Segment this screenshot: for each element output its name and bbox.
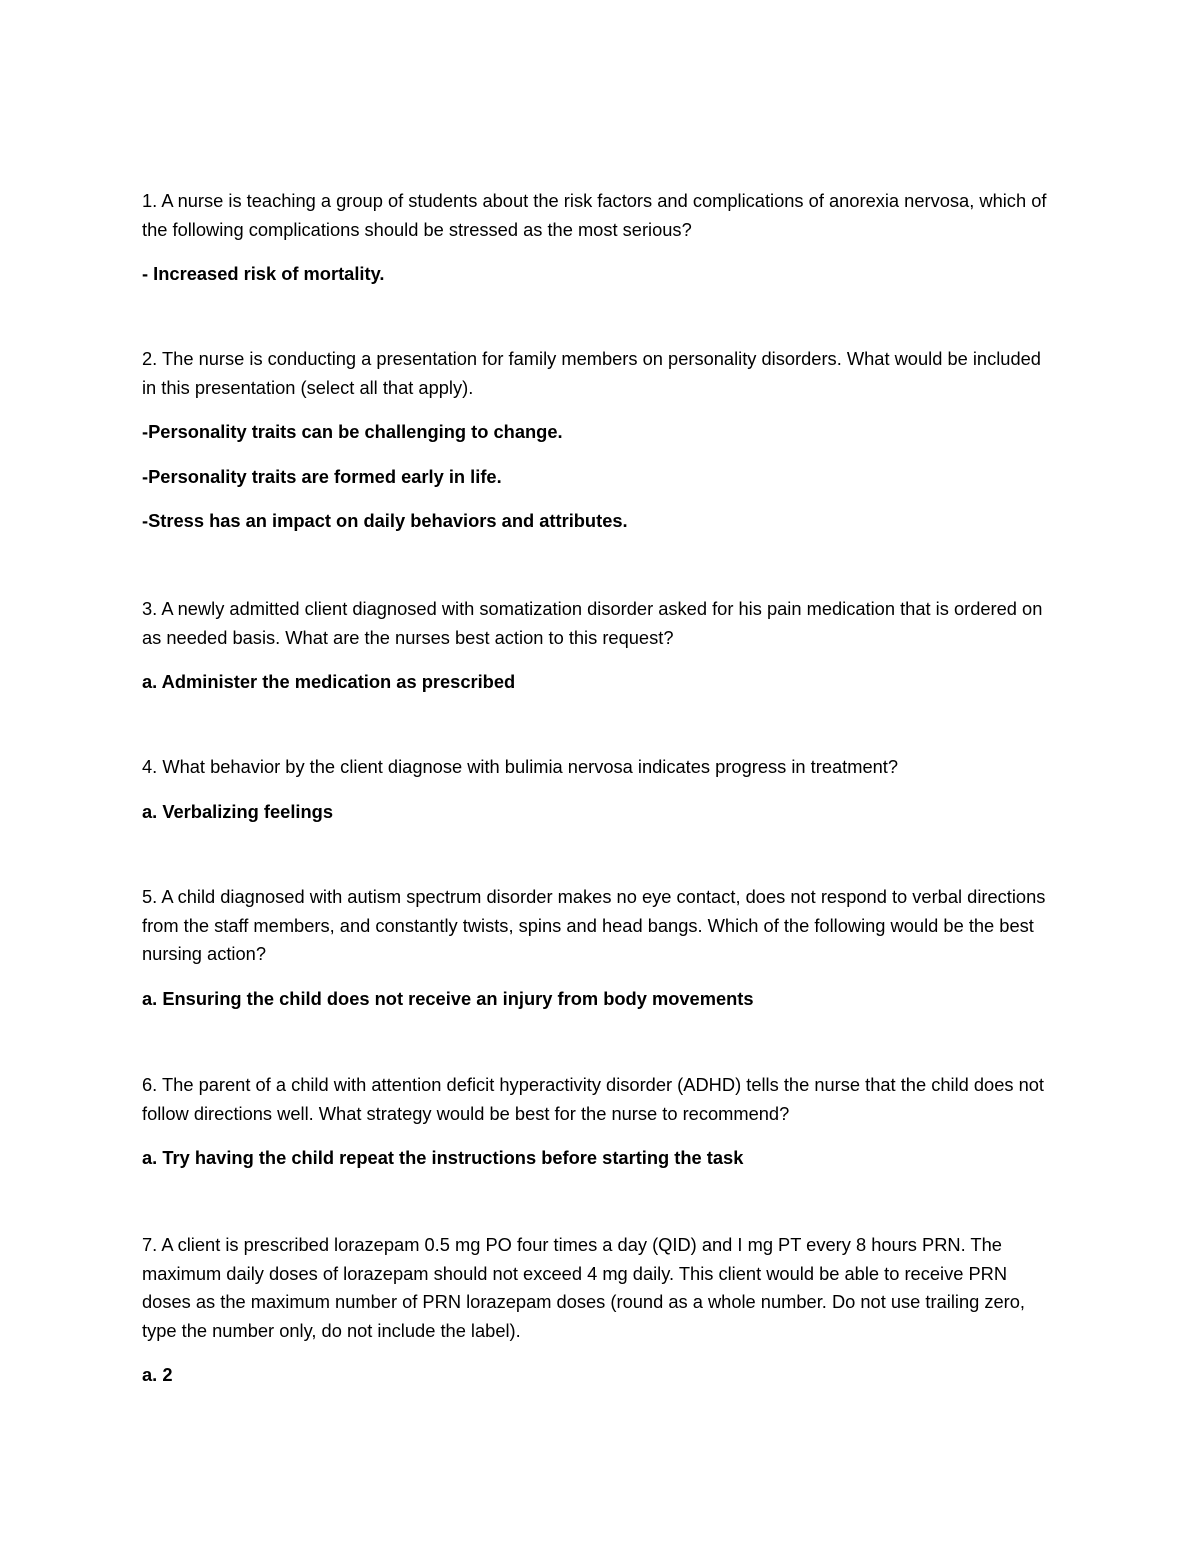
question-number: 1.	[142, 190, 158, 211]
question-number: 5.	[142, 886, 158, 907]
question-body: The parent of a child with attention deficit hyperactivity disorder (ADHD) tells the nurse that the child does not follow directions well. What strategy would be best for the nurse to recommend?	[142, 1074, 1045, 1124]
question-text	[142, 1071, 1057, 1128]
answer-text: a. Try having the child repeat the instructions before starting the task	[142, 1147, 744, 1168]
question-body: A nurse is teaching a group of students about the risk factors and complications of anorexia nervosa, which of the following complications should be stressed as the most serious?	[142, 190, 1047, 240]
question-block-6	[142, 1071, 1057, 1203]
question-number: 2.	[142, 348, 158, 369]
answer-text: -Stress has an impact on daily behaviors and attributes.	[142, 510, 628, 531]
answer-text: -Personality traits can be challenging to change.	[142, 421, 563, 442]
answer-text: a. Verbalizing feelings	[142, 800, 333, 822]
question-number: 4.	[142, 756, 158, 777]
question-number: 7.	[142, 1234, 158, 1255]
question-body: The nurse is conducting a presentation for family members on personality disorders. What would be included in this presentation (select all that apply).	[142, 348, 1041, 398]
answer-text: - Increased risk of mortality.	[142, 263, 385, 284]
answer-text: a. Ensuring the child does not receive an injury from body movements	[142, 987, 754, 1009]
question-text	[142, 1231, 1057, 1345]
question-body: A newly admitted client diagnosed with somatization disorder asked for his pain medication that is ordered on as needed basis. What are the nurses best action to this request?	[142, 598, 1043, 648]
question-body: A child diagnosed with autism spectrum disorder makes no eye contact, does not respond to verbal directions from the staff members, and constantly twists, spins and head bangs. Which of the following would be the best nursing action?	[142, 886, 1046, 964]
answer-text: -Personality traits are formed early in life.	[142, 465, 502, 487]
question-block-1	[142, 187, 1057, 317]
question-text	[142, 345, 1057, 402]
answer-text: a. 2	[142, 1364, 173, 1385]
question-block-3	[142, 595, 1057, 725]
question-body: A client is prescribed lorazepam 0.5 mg PO four times a day (QID) and I mg PT every 8 hours PRN. The maximum daily doses of lorazepam should not exceed 4 mg daily. This client would be able to receive PRN doses as the maximum number of PRN lorazepam doses (round as a whole number. Do not use trailing zero, type the number only, do not include the label).	[142, 1234, 1026, 1341]
question-number: 6.	[142, 1074, 158, 1095]
question-block-7	[142, 1231, 1057, 1390]
answer-text: a. Administer the medication as prescribed	[142, 671, 516, 692]
question-block-2	[142, 345, 1057, 565]
question-text	[142, 595, 1057, 652]
document-content	[142, 187, 1057, 1390]
question-text	[142, 753, 1057, 782]
question-number: 3.	[142, 598, 158, 619]
question-text	[142, 187, 1057, 244]
question-body: What behavior by the client diagnose with bulimia nervosa indicates progress in treatment?	[162, 756, 899, 777]
question-block-4	[142, 753, 1057, 855]
question-text	[142, 883, 1057, 969]
question-block-5	[142, 883, 1057, 1043]
